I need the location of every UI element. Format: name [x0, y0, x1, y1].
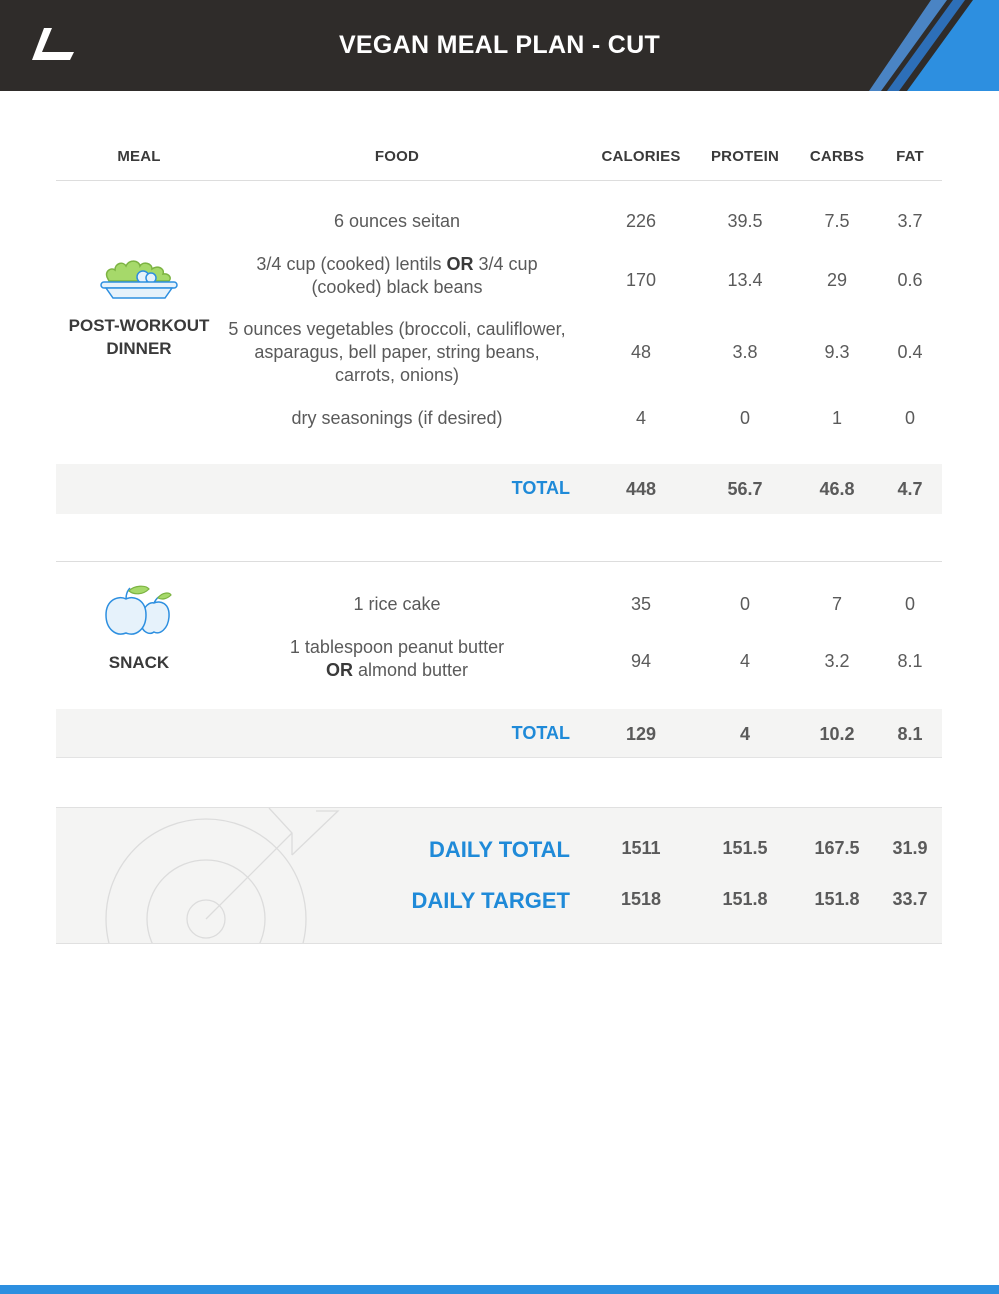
total-fat: 4.7	[897, 479, 923, 499]
fat-cell: 0.4	[897, 342, 923, 362]
protein-cell: 39.5	[727, 211, 763, 231]
fat-cell: 0.6	[897, 270, 923, 290]
meal-name-line: DINNER	[106, 339, 172, 358]
total-calories: 448	[625, 479, 657, 499]
fat-cell: 0	[904, 594, 915, 614]
meal-name-line: POST-WORKOUT	[68, 316, 210, 335]
column-header-carbs: CARBS	[809, 148, 865, 165]
daily-target-carbs: 151.8	[814, 889, 860, 909]
total-calories: 129	[625, 724, 657, 744]
daily-target-fat: 33.7	[892, 889, 928, 909]
total-carbs: 10.2	[819, 724, 855, 744]
daily-target-protein: 151.8	[722, 889, 768, 909]
food-cell: 6 ounces seitan	[333, 211, 461, 231]
fat-cell: 0	[904, 408, 915, 428]
column-header-protein: PROTEIN	[710, 148, 780, 165]
daily-total-carbs: 167.5	[814, 838, 860, 858]
carbs-cell: 7	[831, 594, 842, 614]
meal-name: SNACK	[108, 653, 170, 672]
food-text: 1 tablespoon peanut butter	[289, 637, 505, 657]
column-header-meal: MEAL	[117, 148, 161, 165]
total-fat: 8.1	[897, 724, 923, 744]
total-label: TOTAL	[511, 723, 570, 743]
calories-cell: 170	[625, 270, 657, 290]
total-protein: 56.7	[727, 479, 763, 499]
divider	[56, 561, 942, 562]
protein-cell: 3.8	[732, 342, 758, 362]
daily-total-fat: 31.9	[892, 838, 928, 858]
food-cell: dry seasonings (if desired)	[291, 408, 503, 428]
apples-icon	[104, 585, 172, 637]
food-text: 3/4 cup (cooked) black beans	[311, 254, 538, 297]
calories-cell: 226	[625, 211, 657, 231]
protein-cell: 0	[739, 408, 750, 428]
food-or-text: OR	[325, 660, 353, 680]
protein-cell: 13.4	[727, 270, 763, 290]
food-text: almond butter	[352, 660, 469, 680]
column-header-calories: CALORIES	[601, 148, 681, 165]
food-text-line	[224, 659, 570, 682]
total-carbs: 46.8	[819, 479, 855, 499]
food-text: 3/4 cup (cooked) lentils	[256, 254, 447, 274]
protein-cell: 4	[739, 651, 750, 671]
calories-cell: 35	[630, 594, 652, 614]
column-header-fat: FAT	[896, 148, 924, 165]
fat-cell: 8.1	[897, 651, 923, 671]
daily-total-calories: 1511	[621, 838, 661, 858]
footer-accent-bar	[0, 1285, 999, 1294]
daily-summary	[56, 807, 942, 944]
daily-target-calories: 1518	[620, 889, 662, 909]
carbs-cell: 7.5	[824, 211, 850, 231]
salad-bowl-icon	[99, 253, 179, 303]
daily-total-protein: 151.5	[722, 838, 768, 858]
calories-cell: 48	[630, 342, 652, 362]
carbs-cell: 3.2	[824, 651, 850, 671]
table-header	[0, 148, 999, 168]
calories-cell: 94	[630, 651, 652, 671]
calories-cell: 4	[635, 408, 646, 428]
target-arrow-icon	[104, 808, 344, 944]
food-cell	[224, 636, 570, 682]
daily-total-label: DAILY TOTAL	[429, 837, 570, 862]
column-header-food: FOOD	[374, 148, 420, 165]
protein-cell: 0	[739, 594, 750, 614]
carbs-cell: 1	[831, 408, 842, 428]
page-header	[0, 0, 999, 91]
daily-target-label: DAILY TARGET	[411, 888, 570, 913]
food-cell	[224, 253, 570, 299]
carbs-cell: 9.3	[824, 342, 850, 362]
fat-cell: 3.7	[897, 211, 923, 231]
page-title: VEGAN MEAL PLAN - CUT	[338, 31, 661, 59]
total-label: TOTAL	[511, 478, 570, 498]
header-accent-stripes	[869, 0, 999, 91]
food-cell: 5 ounces vegetables (broccoli, cauliflower, asparagus, bell paper, string beans, carrots, onions)	[228, 319, 566, 385]
food-cell: 1 rice cake	[353, 594, 441, 614]
total-protein: 4	[739, 724, 750, 744]
divider	[56, 180, 942, 181]
meal-name	[57, 314, 221, 360]
food-or-text: OR	[446, 254, 474, 274]
carbs-cell: 29	[826, 270, 848, 290]
